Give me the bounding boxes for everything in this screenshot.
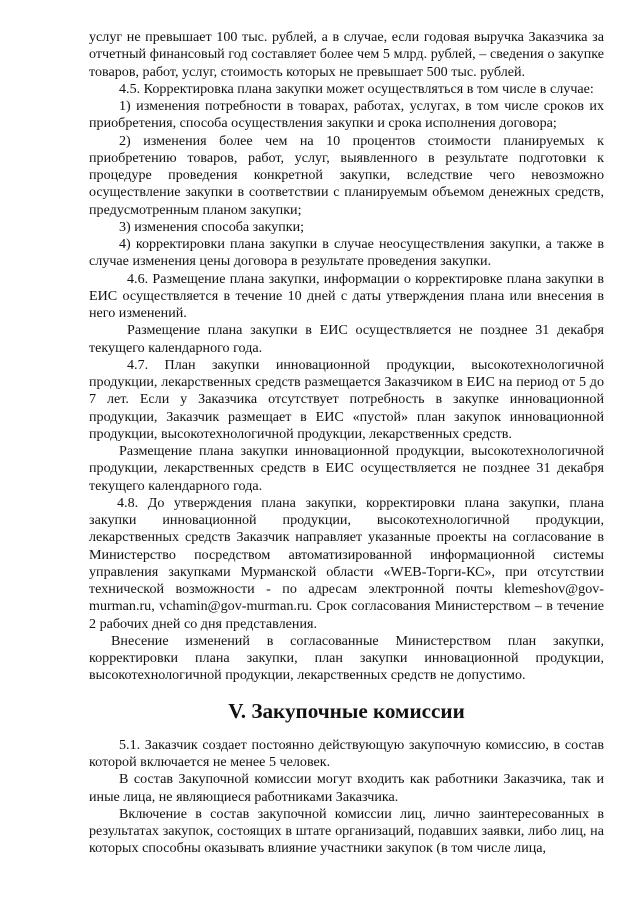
document-body	[89, 29, 604, 858]
paragraph: 4.7. План закупки инновационной продукции, высокотехнологичной продукции, лекарственных средств размещается Заказчиком в ЕИС на период от 5 до 7 лет. Если у Заказчика отсутствует потребность в закупке инновационной продукции, Заказчик размещает в ЕИС «пустой» план закупок инновационной продукции, высокотехнологичной продукции, лекарственных средств.	[89, 356, 604, 442]
paragraph: 4.8. До утверждения плана закупки, корректировки плана закупки, плана закупки инновационной продукции, высокотехнологичной продукции, лекарственных средств Заказчик направляет указанные проекты на согласование в Министерство посредством автоматизированной информационной системы управления закупками Мурманской области «WEB-Торги-КС», при отсутствии технической возможности - по адресам электронной почты klemeshov@gov-murman.ru, vchamin@gov-murman.ru. Срок согласования Министерством – в течение 2 рабочих дней со дня представления.	[89, 494, 604, 632]
list-item: 2) изменения более чем на 10 процентов стоимости планируемых к приобретению товаров, работ, услуг, выявленного в результате подготовки к процедуре проведения конкретной закупки, вследствие чего невозможно осуществление закупки в соответствии с планируемым объемом денежных средств, предусмотренным планом закупки;	[89, 132, 604, 218]
list-item: 3) изменения способа закупки;	[119, 218, 305, 235]
paragraph: Размещение плана закупки в ЕИС осуществляется не позднее 31 декабря текущего календарного года.	[89, 322, 604, 356]
list-item: 1) изменения потребности в товарах, работах, услугах, в том числе сроков их приобретения, способа осуществления закупки и срока исполнения договора;	[89, 98, 604, 132]
paragraph: Включение в состав закупочной комиссии лиц, лично заинтересованных в результатах закупок, состоящих в штате организаций, подавших заявки, либо лиц, на которых способны оказывать влияние участники закупок (в том числе лица,	[89, 805, 604, 857]
paragraph: 4.5. Корректировка плана закупки может осуществляться в том числе в случае:	[119, 80, 594, 97]
paragraph: Внесение изменений в согласованные Министерством план закупки, корректировки плана закупки, план закупки инновационной продукции, высокотехнологичной продукции, лекарственных средств не допустимо.	[89, 632, 604, 684]
paragraph: В состав Закупочной комиссии могут входить как работники Заказчика, так и иные лица, не являющиеся работниками Заказчика.	[89, 771, 604, 805]
list-item: 4) корректировки плана закупки в случае неосуществления закупки, а также в случае изменения цены договора в результате проведения закупки.	[89, 236, 604, 270]
paragraph: 5.1. Заказчик создает постоянно действующую закупочную комиссию, в состав которой включается не менее 5 человек.	[89, 736, 604, 770]
paragraph: услуг не превышает 100 тыс. рублей, а в случае, если годовая выручка Заказчика за отчетный финансовый год составляет более чем 5 млрд. рублей, – сведения о закупке товаров, работ, услуг, стоимость которых не превышает 500 тыс. рублей.	[89, 29, 604, 80]
section-heading: V. Закупочные комиссии	[228, 698, 465, 723]
paragraph: Размещение плана закупки инновационной продукции, высокотехнологичной продукции, лекарственных средств в ЕИС осуществляется не позднее 31 декабря текущего календарного года.	[89, 443, 604, 494]
paragraph: 4.6. Размещение плана закупки, информации о корректировке плана закупки в ЕИС осуществляется в течение 10 дней с даты утверждения плана или внесения в него изменений.	[89, 270, 604, 321]
